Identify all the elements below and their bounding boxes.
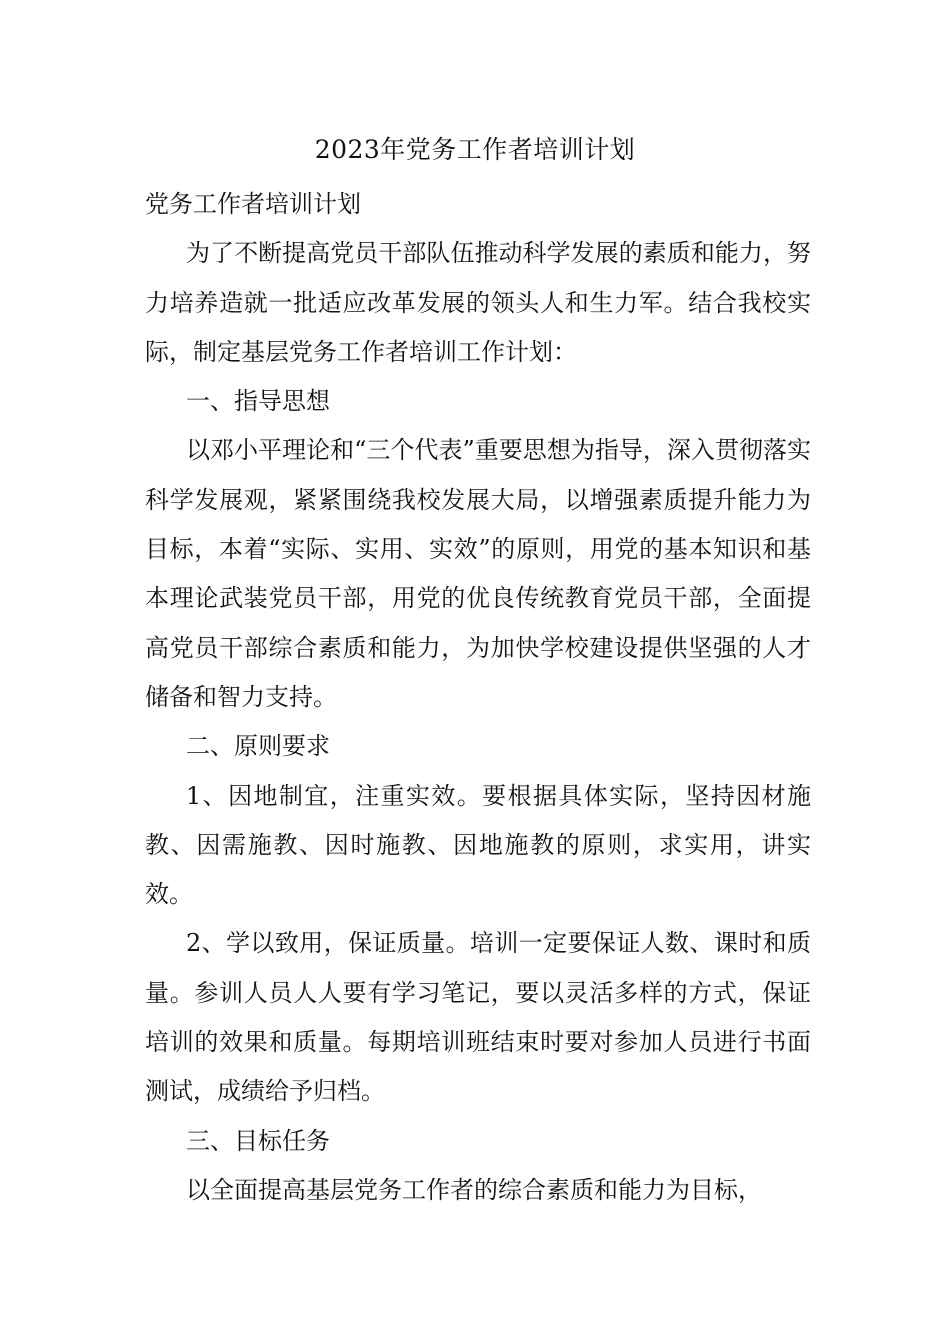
section-heading-principles: 二、原则要求 [186, 732, 330, 761]
paragraph-intro: 为了不断提高党员干部队伍推动科学发展的素质和能力，努力培养造就一批适应改革发展的领头人和生力军。结合我校实际，制定基层党务工作者培训工作计划： [145, 239, 811, 366]
document-body [145, 180, 811, 1215]
document-subtitle: 党务工作者培训计划 [145, 190, 361, 218]
section-heading-guiding-ideology: 一、指导思想 [186, 387, 330, 416]
paragraph-principle-1: 1、因地制宜，注重实效。要根据具体实际，坚持因材施教、因需施教、因时施教、因地施教的原则，求实用，讲实效。 [145, 781, 811, 909]
paragraph-guiding-ideology: 以邓小平理论和“三个代表”重要思想为指导，深入贯彻落实科学发展观，紧紧围绕我校发展大局，以增强素质提升能力为目标，本着“实际、实用、实效”的原则，用党的基本知识和基本理论武装党员干部，用党的优良传统教育党员干部，全面提高党员干部综合素质和能力，为加快学校建设提供坚强的人才储备和智力支持。 [145, 436, 811, 711]
paragraph-goals: 以全面提高基层党务工作者的综合素质和能力为目标， [186, 1175, 762, 1204]
section-heading-goals: 三、目标任务 [186, 1126, 330, 1155]
document-title: 2023年党务工作者培训计划 [314, 135, 636, 164]
paragraph-principle-2: 2、学以致用，保证质量。培训一定要保证人数、课时和质量。参训人员人人要有学习笔记，要以灵活多样的方式，保证培训的效果和质量。每期培训班结束时要对参加人员进行书面测试，成绩给予归档。 [145, 929, 811, 1106]
